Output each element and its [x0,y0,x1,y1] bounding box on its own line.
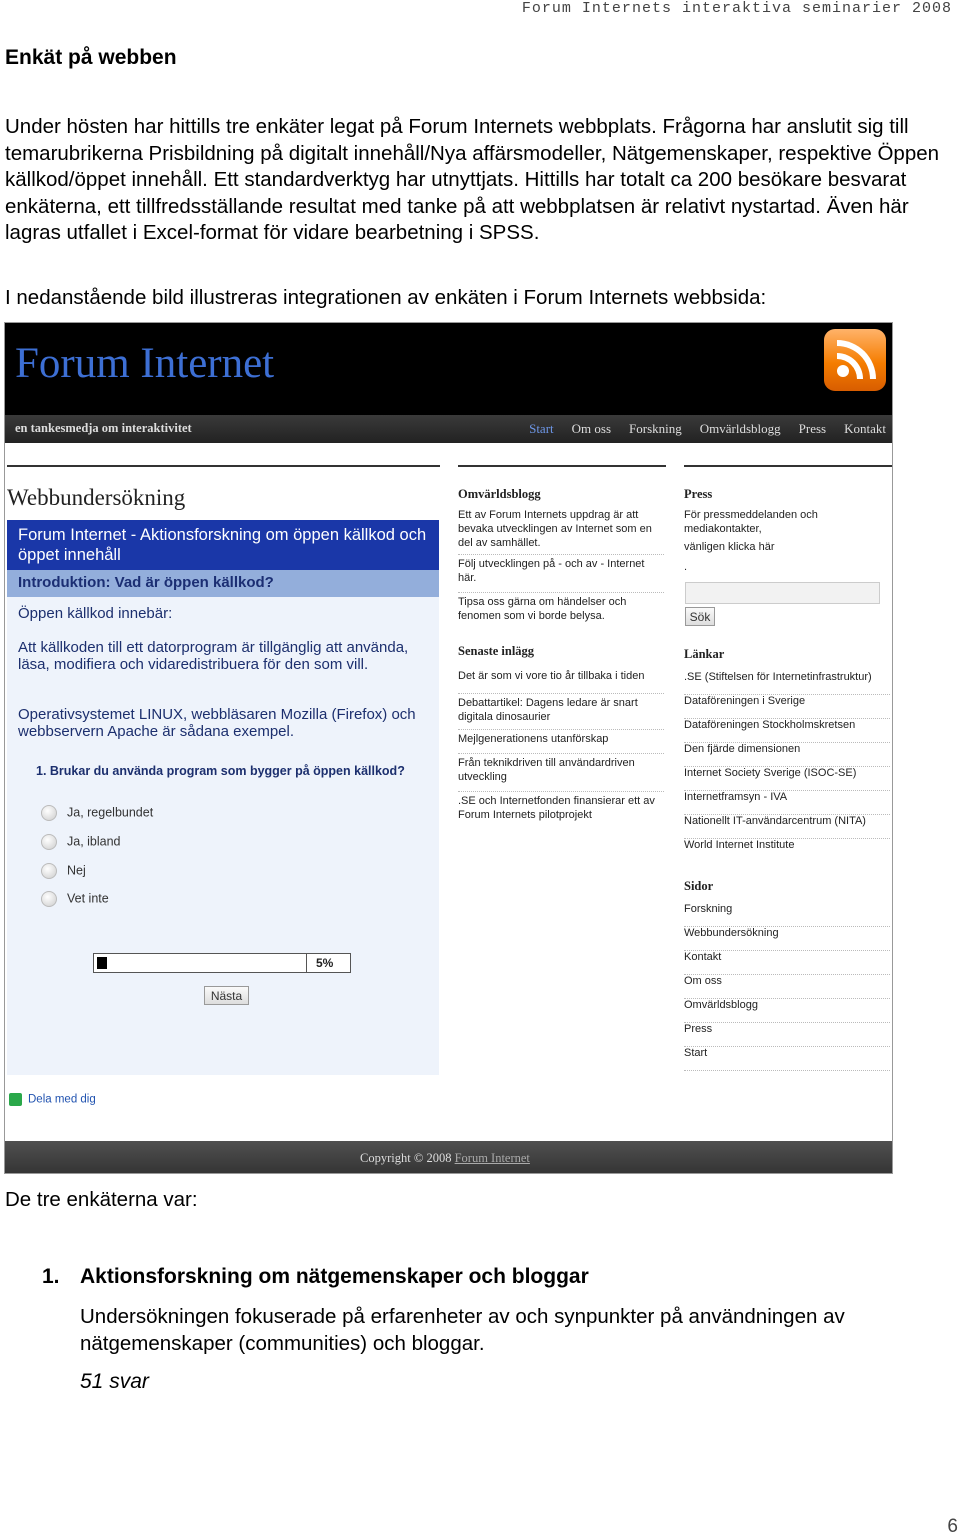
press-link[interactable]: vänligen klicka här [684,541,775,553]
page-link[interactable]: Webbundersökning [684,927,890,951]
survey-question: 1. Brukar du använda program som bygger på öppen källkod? [36,764,405,778]
nav-press[interactable]: Press [798,421,827,436]
site-nav [511,421,886,437]
radio-button[interactable] [41,863,57,879]
page-link[interactable]: Om oss [684,975,890,999]
page-link[interactable]: Press [684,1023,890,1047]
site-tagline: en tankesmedja om interaktivitet [15,421,192,435]
divider [684,465,892,467]
nav-forskning[interactable]: Forskning [629,421,682,436]
latest-post-link[interactable]: Debattartikel: Dagens ledare är snart digitala dinosaurier [458,693,664,724]
radio-button[interactable] [41,834,57,850]
next-button[interactable]: Nästa [204,986,249,1005]
link-item[interactable]: Den fjärde dimensionen [684,743,890,767]
survey-text: Operativsystemet LINUX, webbläsaren Mozilla (Firefox) och webbservern Apache är sådana exempel. [18,706,416,740]
radio-button[interactable] [41,805,57,821]
share-link[interactable]: Dela med dig [9,1093,96,1106]
sidor-heading: Sidor [684,879,714,893]
progress-label: 5% [316,956,334,970]
page-running-header: Forum Internets interaktiva seminarier 2008 [521,0,952,17]
list-item-body: Undersökningen fokuserade på erfarenheter av och synpunkter på användningen av nätgemenskaper (communities) och bloggar. [80,1305,845,1355]
latest-post-link[interactable]: Från teknikdriven till användardriven utveckling [458,753,664,784]
option-vet-inte[interactable] [41,891,109,907]
link-item[interactable]: Nationellt IT-användarcentrum (NITA) [684,815,890,839]
intro-paragraph: Under hösten har hittills tre enkäter legat på Forum Internets webbplats. Frågorna har anslutit sig till temarubrikerna Prisbildning på digitalt innehåll/Nya affärsmodeller, Nätgemenskaper, respektive Öppen källkod/öppet innehåll. Ett standardverktyg har utnyttjats. Hittills har totalt ca 200 besökare besvarat enkäterna, ett tillfredsställande resultat med tanke på att webbplatsen är relativt nystartad. Även här lagras utfallet i Excel-format för vidare bearbetning i SPSS. [5,115,940,244]
senaste-heading: Senaste inlägg [458,644,535,658]
page-link[interactable]: Forskning [684,903,890,927]
figure-intro-paragraph: I nedanstående bild illustreras integrationen av enkäten i Forum Internets webbsida: [5,286,767,309]
progress-bar [93,953,351,973]
share-icon [9,1093,22,1106]
page-link[interactable]: Kontakt [684,951,890,975]
response-count: 51 svar [80,1370,149,1393]
list-number: 1. [42,1265,60,1288]
nav-om-oss[interactable]: Om oss [571,421,612,436]
radio-button[interactable] [41,891,57,907]
press-heading: Press [684,487,713,501]
section-heading: Enkät på webben [5,46,177,69]
nav-omvarldsblogg[interactable]: Omvärldsblogg [699,421,781,436]
omvarld-heading: Omvärldsblogg [458,487,541,501]
footer-link[interactable]: Forum Internet [454,1151,530,1165]
rss-icon[interactable] [824,329,886,391]
list-intro-paragraph: De tre enkäterna var: [5,1188,198,1211]
link-item[interactable]: World Internet Institute [684,839,795,851]
latest-post-link[interactable]: Det är som vi vore tio år tillbaka i tiden [458,670,645,682]
latest-post-link[interactable]: Mejlgenerationens utanförskap [458,729,664,746]
page-number: 6 [947,1516,958,1537]
divider [458,465,666,467]
omvarld-text: Ett av Forum Internets uppdrag är att bevaka utvecklingen av Internet som en del av samhället. [458,509,652,549]
site-header [5,323,893,415]
page-link[interactable]: Start [684,1047,890,1071]
option-label: Ja, ibland [67,834,121,849]
survey-header: Forum Internet - Aktionsforskning om öppen källkod och öppet innehåll [18,526,427,564]
option-label: Vet inte [67,891,109,906]
site-footer [5,1141,893,1174]
nav-start[interactable]: Start [529,421,554,436]
site-navbar [5,415,893,443]
omvarld-text[interactable]: Följ utvecklingen på - och av - Internet här. [458,554,664,585]
option-nej[interactable] [41,863,86,879]
latest-post-link[interactable]: .SE och Internetfonden finansierar ett av Forum Internets pilotprojekt [458,791,664,822]
option-label: Ja, regelbundet [67,805,154,820]
progress-fill [97,957,107,969]
omvarld-text[interactable]: Tipsa oss gärna om händelser och fenomen som vi borde belysa. [458,592,664,623]
page-link[interactable]: Omvärldsblogg [684,999,890,1023]
survey-header-box [7,520,439,570]
search-input[interactable] [685,582,880,604]
website-screenshot [4,322,893,1174]
press-text: . [684,561,688,573]
lankar-heading: Länkar [684,647,725,661]
link-item[interactable]: Dataföreningen Stockholmskretsen [684,719,890,743]
footer-copyright: Copyright © 2008 Forum Internet [360,1151,530,1165]
list-item-title: Aktionsforskning om nätgemenskaper och bloggar [80,1265,589,1288]
link-item[interactable]: Internet Society Sverige (ISOC-SE) [684,767,890,791]
option-ja-ibland[interactable] [41,834,121,850]
link-item[interactable]: Internetframsyn - IVA [684,791,890,815]
link-item[interactable]: Dataföreningen i Sverige [684,695,890,719]
survey-text: Att källkoden till ett datorprogram är tillgänglig att använda, läsa, modifiera och vidaredistribuera för den som vill. [18,639,409,673]
site-title: Forum Internet [15,340,275,387]
survey-intro-box [7,570,439,597]
survey-text: Öppen källkod innebär: [18,605,173,622]
option-ja-regelbundet[interactable] [41,805,153,821]
press-text: För pressmeddelanden och mediakontakter, [684,509,818,535]
survey-intro: Introduktion: Vad är öppen källkod? [18,574,274,591]
link-item[interactable]: .SE (Stiftelsen för Internetinfrastruktur) [684,671,890,695]
divider [7,465,440,467]
survey-page-title: Webbundersökning [7,485,186,510]
nav-kontakt[interactable]: Kontakt [844,421,886,436]
search-button[interactable]: Sök [685,607,715,626]
option-label: Nej [67,863,86,878]
